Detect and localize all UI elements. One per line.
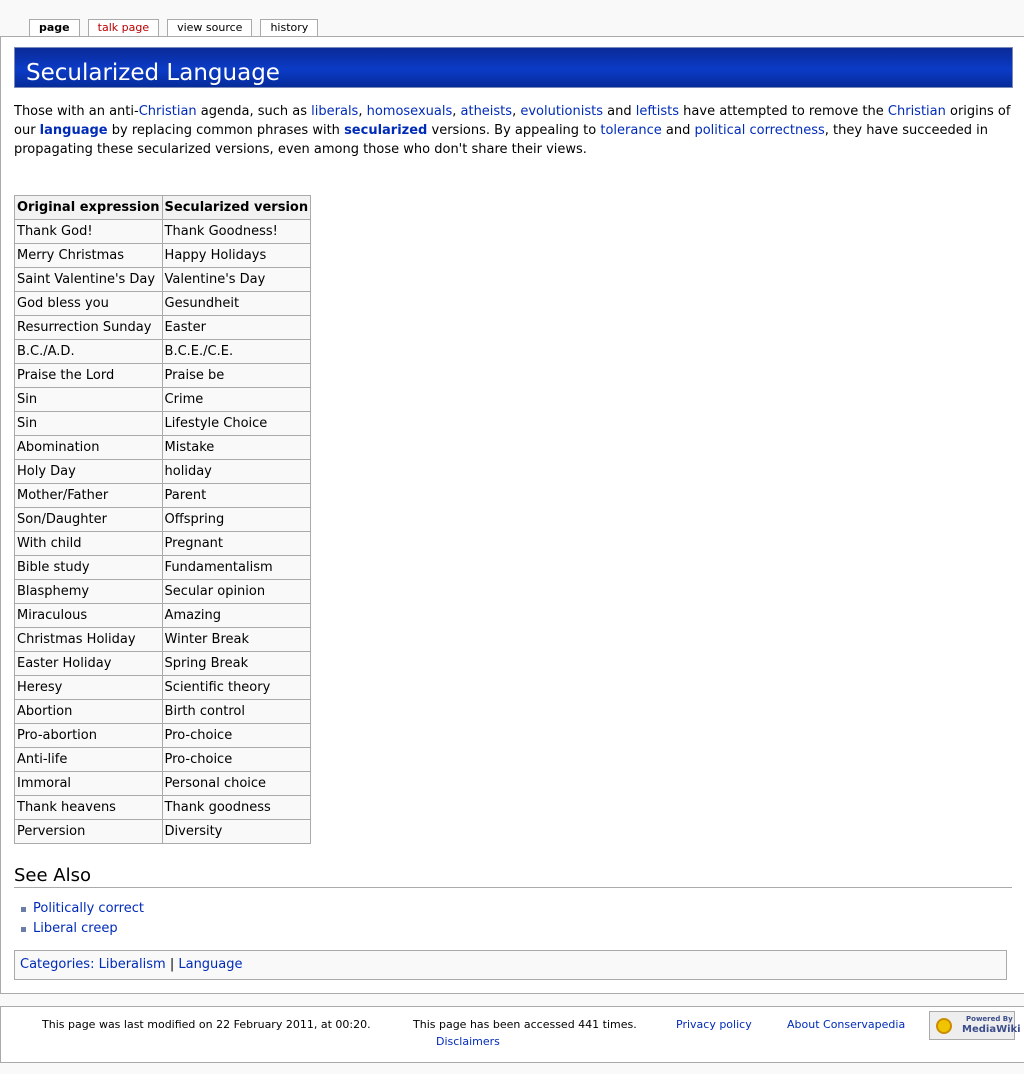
link-atheists[interactable]: atheists: [460, 104, 513, 119]
table-row: [15, 532, 311, 556]
category-links: [14, 950, 1007, 980]
powered-by-mediawiki-badge[interactable]: Powered By MediaWiki: [929, 1011, 1015, 1040]
table-row: [15, 412, 311, 436]
access-count-text: This page has been accessed 441 times.: [413, 1018, 637, 1031]
cell-original: B.C./A.D.: [15, 340, 163, 364]
table-row: [15, 316, 311, 340]
cell-original: Blasphemy: [15, 580, 163, 604]
tab-history[interactable]: history: [260, 19, 318, 36]
see-also-section: [14, 866, 1012, 888]
cell-original: Saint Valentine's Day: [15, 268, 163, 292]
cell-secularized: Pro-choice: [162, 724, 311, 748]
content-area: [0, 36, 1024, 994]
link-language[interactable]: language: [39, 123, 108, 138]
tab-talk-page[interactable]: talk page: [88, 19, 159, 36]
cell-original: Easter Holiday: [15, 652, 163, 676]
cell-original: Thank heavens: [15, 796, 163, 820]
last-modified-text: This page was last modified on 22 February 2011, at 00:20.: [42, 1018, 371, 1031]
cell-secularized: Amazing: [162, 604, 311, 628]
cell-original: Heresy: [15, 676, 163, 700]
cell-original: Sin: [15, 388, 163, 412]
table-row: [15, 748, 311, 772]
see-also-heading: See Also: [14, 865, 92, 886]
cell-secularized: Thank Goodness!: [162, 220, 311, 244]
cell-secularized: Parent: [162, 484, 311, 508]
bullet-icon: [21, 927, 26, 932]
cell-original: Immoral: [15, 772, 163, 796]
tab-view-source[interactable]: view source: [167, 19, 252, 36]
cell-secularized: Fundamentalism: [162, 556, 311, 580]
cell-original: Son/Daughter: [15, 508, 163, 532]
tab-page[interactable]: page: [29, 19, 80, 36]
table-row: [15, 292, 311, 316]
table-row: [15, 364, 311, 388]
cell-original: Perversion: [15, 820, 163, 844]
col-header-original: Original expression: [15, 196, 163, 220]
cell-original: Christmas Holiday: [15, 628, 163, 652]
link-liberal-creep[interactable]: Liberal creep: [33, 921, 118, 936]
table-row: [15, 652, 311, 676]
cell-secularized: Scientific theory: [162, 676, 311, 700]
cell-original: Pro-abortion: [15, 724, 163, 748]
cell-secularized: Easter: [162, 316, 311, 340]
link-liberals[interactable]: liberals: [311, 104, 359, 119]
table-row: [15, 508, 311, 532]
cell-secularized: Spring Break: [162, 652, 311, 676]
cell-original: Bible study: [15, 556, 163, 580]
table-row: [15, 556, 311, 580]
cell-secularized: Happy Holidays: [162, 244, 311, 268]
bullet-icon: [21, 907, 26, 912]
cell-secularized: Winter Break: [162, 628, 311, 652]
cell-original: Resurrection Sunday: [15, 316, 163, 340]
cell-original: Abortion: [15, 700, 163, 724]
link-christian-2[interactable]: Christian: [887, 104, 946, 119]
table-row: [15, 388, 311, 412]
table-row: [15, 244, 311, 268]
cell-secularized: Crime: [162, 388, 311, 412]
link-christian[interactable]: Christian: [138, 104, 197, 119]
privacy-policy-link[interactable]: Privacy policy: [676, 1018, 752, 1031]
table-row: [15, 340, 311, 364]
title-bar: [14, 47, 1013, 88]
category-divider: |: [169, 957, 175, 972]
link-evolutionists[interactable]: evolutionists: [520, 104, 603, 119]
col-header-secularized: Secularized version: [162, 196, 311, 220]
cell-secularized: B.C.E./C.E.: [162, 340, 311, 364]
cell-secularized: Thank goodness: [162, 796, 311, 820]
table-row: [15, 796, 311, 820]
table-row: [15, 220, 311, 244]
cell-original: Miraculous: [15, 604, 163, 628]
cell-secularized: Gesundheit: [162, 292, 311, 316]
category-language[interactable]: Language: [178, 957, 243, 972]
cell-secularized: Praise be: [162, 364, 311, 388]
cell-original: Thank God!: [15, 220, 163, 244]
cell-original: Anti-life: [15, 748, 163, 772]
table-row: [15, 268, 311, 292]
cell-original: Mother/Father: [15, 484, 163, 508]
table-header-row: [15, 196, 311, 220]
intro-paragraph: Those with an anti-Christian agenda, such as liberals, homosexuals, atheists, evolutionists and leftists have attempted to remove the Christian origins of our language by replacing common phrases with secularized versions. By appealing to tolerance and political correctness, they have succeeded in propagating these secularized versions, even among those who don't share their views.: [14, 104, 1011, 157]
disclaimers-link[interactable]: Disclaimers: [436, 1035, 500, 1048]
table-row: [15, 580, 311, 604]
link-secularized[interactable]: secularized: [344, 123, 428, 138]
table-row: [15, 436, 311, 460]
cell-secularized: Pregnant: [162, 532, 311, 556]
cell-original: Sin: [15, 412, 163, 436]
table-row: [15, 604, 311, 628]
list-item: [20, 899, 144, 919]
table-row: [15, 724, 311, 748]
cell-secularized: Lifestyle Choice: [162, 412, 311, 436]
link-political-correctness[interactable]: political correctness: [694, 123, 825, 138]
cell-original: With child: [15, 532, 163, 556]
table-row: [15, 700, 311, 724]
mediawiki-flower-icon: [936, 1018, 952, 1034]
cell-secularized: Pro-choice: [162, 748, 311, 772]
table-row: [15, 772, 311, 796]
cell-secularized: Birth control: [162, 700, 311, 724]
table-row: [15, 484, 311, 508]
cell-secularized: Valentine's Day: [162, 268, 311, 292]
cell-secularized: Secular opinion: [162, 580, 311, 604]
cell-original: Abomination: [15, 436, 163, 460]
link-politically-correct[interactable]: Politically correct: [33, 901, 144, 916]
table-row: [15, 820, 311, 844]
footer: [0, 1006, 1024, 1063]
link-tolerance[interactable]: tolerance: [600, 123, 662, 138]
list-item: [20, 919, 144, 939]
about-link[interactable]: About Conservapedia: [787, 1018, 906, 1031]
category-liberalism[interactable]: Liberalism: [98, 957, 166, 972]
page-tabs: [29, 19, 326, 36]
link-leftists[interactable]: leftists: [635, 104, 680, 119]
cell-secularized: Offspring: [162, 508, 311, 532]
see-also-list: [20, 899, 144, 939]
table-row: [15, 676, 311, 700]
cell-secularized: Mistake: [162, 436, 311, 460]
cell-original: Holy Day: [15, 460, 163, 484]
expressions-table: [14, 195, 311, 844]
cell-original: Praise the Lord: [15, 364, 163, 388]
cell-original: God bless you: [15, 292, 163, 316]
cell-secularized: Personal choice: [162, 772, 311, 796]
cell-secularized: holiday: [162, 460, 311, 484]
link-homosexuals[interactable]: homosexuals: [366, 104, 453, 119]
categories-link[interactable]: Categories:: [20, 957, 95, 972]
cell-secularized: Diversity: [162, 820, 311, 844]
page-title: Secularized Language: [26, 60, 280, 86]
table-row: [15, 628, 311, 652]
table-row: [15, 460, 311, 484]
cell-original: Merry Christmas: [15, 244, 163, 268]
